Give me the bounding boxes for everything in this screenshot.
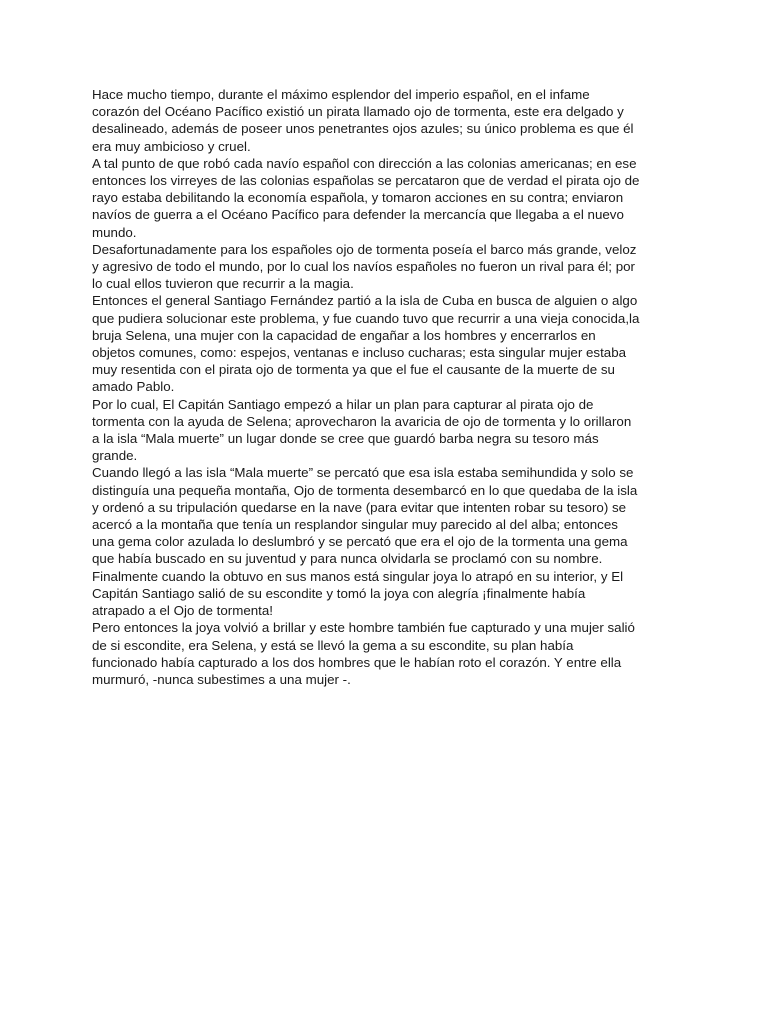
text-line: entonces los virreyes de las colonias españolas se percataron que de verdad el pirata ojo de [92,173,640,189]
text-line: una gema color azulada lo deslumbró y se percató que era el ojo de la tormenta una gema [92,534,628,550]
text-line: Entonces el general Santiago Fernández partió a la isla de Cuba en busca de alguien o algo [92,293,638,309]
text-line: Capitán Santiago salió de su escondite y tomó la joya con alegría ¡finalmente había [92,585,586,601]
text-line: Pero entonces la joya volvió a brillar y este hombre también fue capturado y una mujer salió [92,620,635,636]
text-line: rayo estaba debilitando la economía española, y tomaron acciones en su contra; enviaron [92,190,624,206]
text-line: Hace mucho tiempo, durante el máximo esplendor del imperio español, en el infame [92,87,590,102]
text-line: desalineado, además de poseer unos penetrantes ojos azules; su único problema es que él [92,121,634,137]
text-line: a la isla “Mala muerte” un lugar donde se cree que guardó barba negra su tesoro más [92,431,599,447]
text-line: objetos comunes, como: espejos, ventanas e incluso cucharas; esta singular mujer estaba [92,345,627,361]
text-line: acercó a la montaña que tenía un resplandor singular muy parecido al del alba; entonces [92,517,618,533]
text-line: Por lo cual, El Capitán Santiago empezó a hilar un plan para capturar al pirata ojo de [92,396,594,412]
text-line: Cuando llegó a las isla “Mala muerte” se percató que esa isla estaba semihundida y solo se [92,465,634,481]
text-line: bruja Selena, una mujer con la capacidad de engañar a los hombres y encerrarlos en [92,327,596,343]
text-line: amado Pablo. [92,379,175,395]
text-line: que pudiera solucionar este problema, y fue cuando tuvo que recurrir a una vieja conocida,la [92,310,640,326]
text-line: A tal punto de que robó cada navío español con dirección a las colonias americanas; en ese [92,155,637,171]
text-line: y ordenó a su tripulación quedarse en la nave (para evitar que intenten robar su tesoro) se [92,499,627,515]
text-line: funcionado había capturado a los dos hombres que le habían roto el corazón. Y entre ella [92,654,622,670]
text-line: muy resentida con el pirata ojo de tormenta ya que el fue el causante de la muerte de su [92,362,615,378]
text-line: atrapado a el Ojo de tormenta! [92,603,273,619]
text-line: era muy ambicioso y cruel. [92,138,251,154]
text-line: navíos de guerra a el Océano Pacífico para defender la mercancía que llegaba a el nuevo [92,207,624,223]
text-line: tormenta con la ayuda de Selena; aprovecharon la avaricia de ojo de tormenta y lo orillaron [92,413,632,429]
text-line: de si escondite, era Selena, y está se llevó la gema a su escondite, su plan había [92,637,574,653]
story-text [92,86,692,688]
text-line: grande. [92,448,138,464]
text-line: distinguía una pequeña montaña, Ojo de tormenta desembarcó en lo que quedaba de la isla [92,482,638,498]
text-line: corazón del Océano Pacífico existió un pirata llamado ojo de tormenta, este era delgado y [92,104,624,120]
text-line: murmuró, -nunca subestimes a una mujer -. [92,671,351,687]
text-line: Finalmente cuando la obtuvo en sus manos está singular joya lo atrapó en su interior, y El [92,568,624,584]
text-line: mundo. [92,224,137,240]
text-line: Desafortunadamente para los españoles ojo de tormenta poseía el barco más grande, veloz [92,241,637,257]
text-line: y agresivo de todo el mundo, por lo cual los navíos españoles no fueron un rival para él; por [92,259,635,275]
text-line: lo cual ellos tuvieron que recurrir a la magia. [92,276,354,292]
text-line: que había buscado en su juventud y para nunca olvidarla se proclamó con su nombre. [92,551,603,567]
